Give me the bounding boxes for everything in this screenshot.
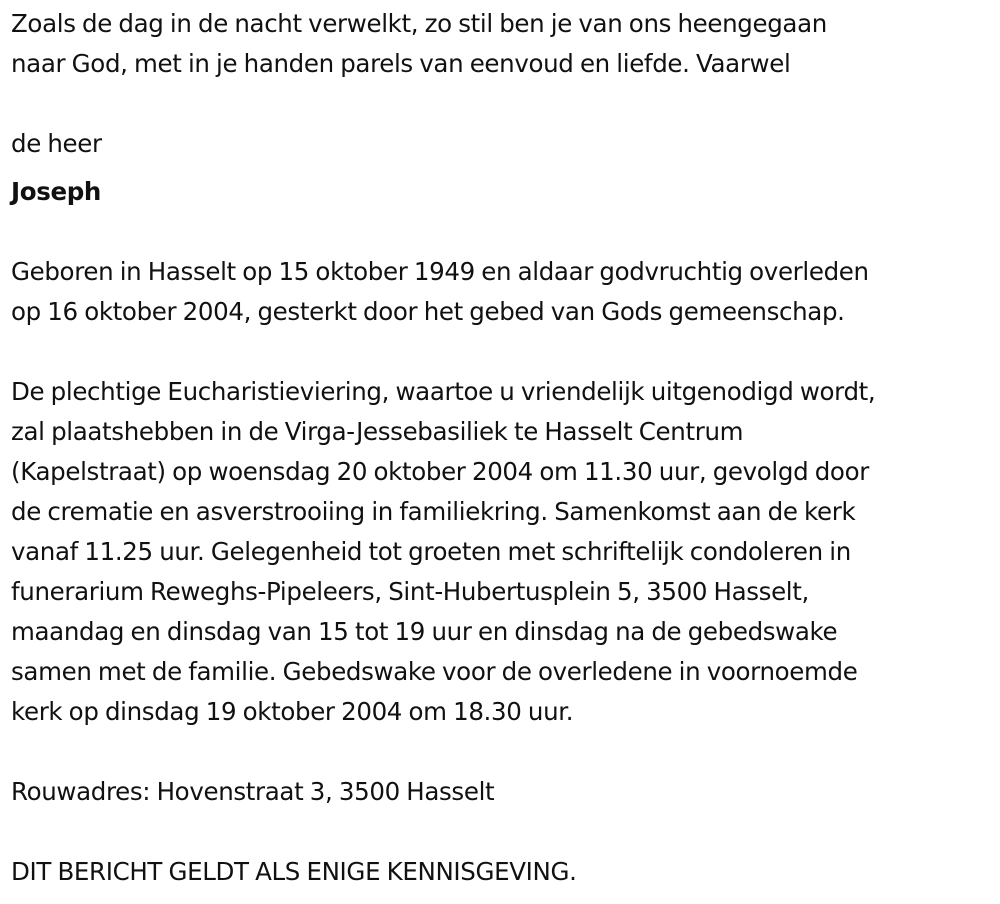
ceremony-line: de crematie en asverstrooiing in familiekring. Samenkomst aan de kerk xyxy=(11,497,856,526)
mourning-address: Rouwadres: Hovenstraat 3, 3500 Hasselt xyxy=(11,777,495,806)
verse-line: Zoals de dag in de nacht verwelkt, zo stil ben je van ons heengegaan xyxy=(11,9,827,38)
notice: DIT BERICHT GELDT ALS ENIGE KENNISGEVING. xyxy=(11,857,577,886)
verse xyxy=(11,4,996,84)
salutation: de heer xyxy=(11,129,102,158)
ceremony-line: funerarium Reweghs-Pipeleers, Sint-Hubertusplein 5, 3500 Hasselt, xyxy=(11,577,809,606)
spacer xyxy=(11,332,996,372)
ceremony-line: (Kapelstraat) op woensdag 20 oktober 2004 om 11.30 uur, gevolgd door xyxy=(11,457,869,486)
ceremony-line: zal plaatshebben in de Virga-Jessebasiliek te Hasselt Centrum xyxy=(11,417,744,446)
ceremony-line: vanaf 11.25 uur. Gelegenheid tot groeten met schriftelijk condoleren in xyxy=(11,537,851,566)
ceremony-line: maandag en dinsdag van 15 tot 19 uur en dinsdag na de gebedswake xyxy=(11,617,838,646)
birth-paragraph xyxy=(11,252,996,332)
ceremony-line: De plechtige Eucharistieviering, waartoe u vriendelijk uitgenodigd wordt, xyxy=(11,377,876,406)
ceremony-paragraph xyxy=(11,372,996,732)
verse-line: naar God, met in je handen parels van eenvoud en liefde. Vaarwel xyxy=(11,49,791,78)
birth-line: op 16 oktober 2004, gesterkt door het gebed van Gods gemeenschap. xyxy=(11,297,845,326)
obituary-text xyxy=(11,4,996,892)
spacer xyxy=(11,212,996,252)
deceased-name: Joseph xyxy=(11,177,102,206)
birth-line: Geboren in Hasselt op 15 oktober 1949 en aldaar godvruchtig overleden xyxy=(11,257,869,286)
ceremony-line: samen met de familie. Gebedswake voor de overledene in voornoemde xyxy=(11,657,858,686)
spacer xyxy=(11,732,996,772)
ceremony-line: kerk op dinsdag 19 oktober 2004 om 18.30 uur. xyxy=(11,697,574,726)
spacer xyxy=(11,812,996,852)
spacer xyxy=(11,84,996,124)
